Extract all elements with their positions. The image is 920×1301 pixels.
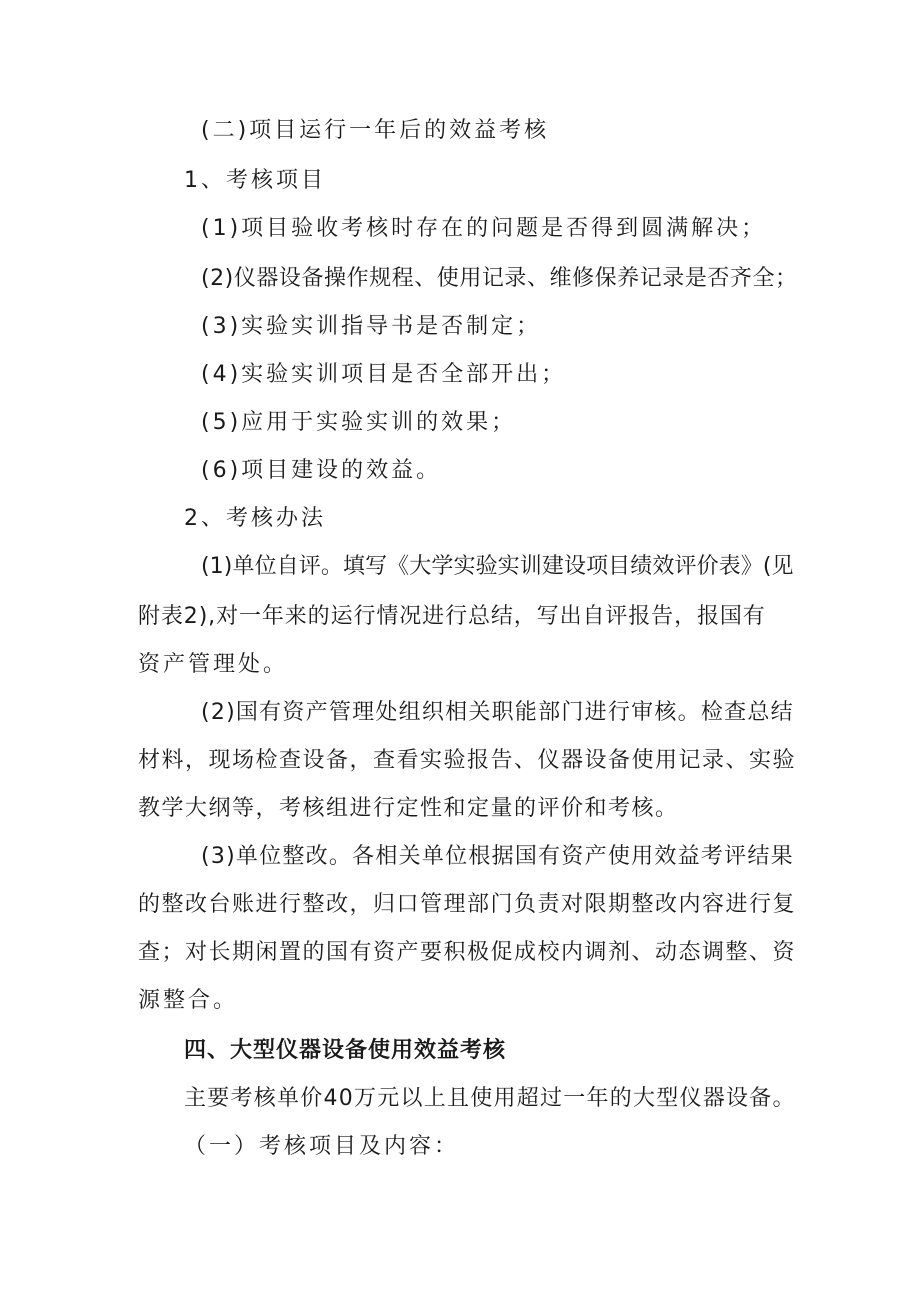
check-item-3: (3)实验实训指导书是否制定； [201,314,542,339]
item1-heading: 1、考核项目 [184,168,326,193]
section4-intro: 主要考核单价40万元以上且使用超过一年的大型仪器设备。 [184,1086,796,1111]
section4-heading: 四、大型仪器设备使用效益考核 [184,1038,507,1063]
method3-line-1: (3)单位整改。各相关单位根据国有资产使用效益考评结果 [201,844,794,869]
sub1-heading: （一）考核项目及内容： [184,1134,460,1159]
check-item-1: (1)项目验收考核时存在的问题是否得到圆满解决； [201,216,767,241]
method3-line-2: 的整改台账进行整改，归口管理部门负责对限期整改内容进行复 [138,892,797,917]
method3-line-4: 源整合。 [138,988,239,1013]
section2-heading: (二)项目运行一年后的效益考核 [201,118,550,143]
method3-line-3: 查；对长期闲置的国有资产要积极促成校内调剂、动态调整、资 [138,940,797,965]
method2-line-2: 材料，现场检查设备，查看实验报告、仪器设备使用记录、实验 [138,748,797,773]
check-item-2: (2)仪器设备操作规程、使用记录、维修保养记录是否齐全； [201,266,798,291]
check-item-4: (4)实验实训项目是否全部开出； [201,362,567,387]
method2-line-3: 教学大纲等，考核组进行定性和定量的评价和考核。 [138,796,679,821]
check-item-5: (5)应用于实验实训的效果； [201,410,517,435]
item2-heading: 2、考核办法 [184,506,326,531]
check-item-6: (6)项目建设的效益。 [201,458,442,483]
method1-line-2: 附表2),对一年来的运行情况进行总结，写出自评报告，报国有 [138,604,766,629]
method1-line-1: (1)单位自评。填写《大学实验实训建设项目绩效评价表》(见 [201,554,794,579]
method2-line-1: (2)国有资产管理处组织相关职能部门进行审核。检查总结 [201,700,794,725]
method1-line-3: 资产管理处。 [138,652,289,677]
